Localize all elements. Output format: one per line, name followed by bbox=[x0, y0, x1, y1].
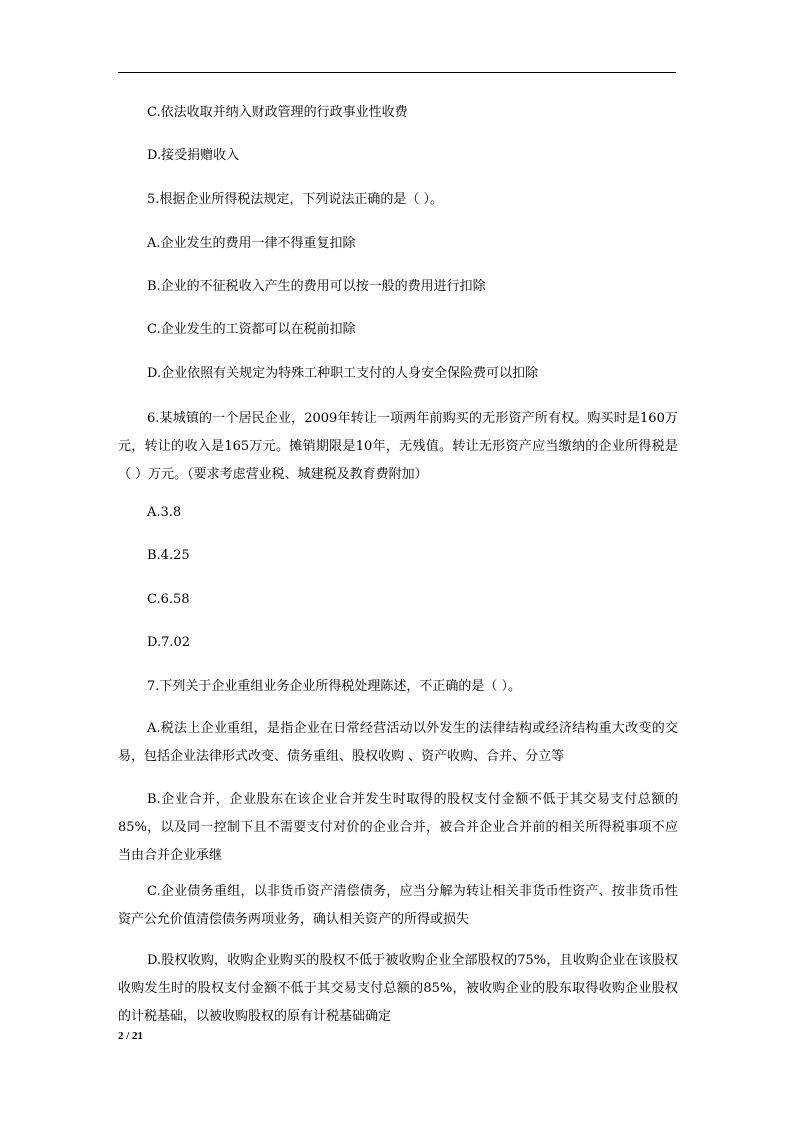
q6-option-a: A.3.8 bbox=[147, 505, 182, 520]
q7-option-a: A.税法上企业重组，是指企业在日常经营活动以外发生的法律结构或经济结构重大改变的交易，包括企业法律形式改变、债务重组、股权收购 、资产收购、合并、分立等 bbox=[118, 721, 678, 764]
q5-option-b: B.企业的不征税收入产生的费用可以按一般的费用进行扣除 bbox=[147, 279, 486, 294]
header-rule bbox=[118, 72, 676, 73]
page-number: 2 / 21 bbox=[118, 1030, 144, 1042]
q7-option-c: C.企业债务重组，以非货币资产清偿债务，应当分解为转让相关非货币性资产、按非货币性资产公允价值清偿债务两项业务，确认相关资产的所得或损失 bbox=[118, 884, 678, 927]
q7-stem: 7.下列关于企业重组业务企业所得税处理陈述，不正确的是（ ）。 bbox=[147, 679, 522, 694]
q6-option-d: D.7.02 bbox=[147, 635, 191, 650]
q4-option-d: D.接受捐赠收入 bbox=[147, 148, 240, 163]
q5-option-c: C.企业发生的工资都可以在税前扣除 bbox=[147, 322, 356, 337]
q6-option-b: B.4.25 bbox=[147, 548, 190, 563]
q5-option-a: A.企业发生的费用一律不得重复扣除 bbox=[147, 236, 356, 251]
q6-stem: 6.某城镇的一个居民企业，2009年转让一项两年前购买的无形资产所有权。购买时是160万元，转让的收入是165万元。摊销期限是10年，无残值。转让无形资产应当缴纳的企业所得税是（ ）万元。（要求考虑营业税、城建税及教育费附加） bbox=[118, 411, 678, 482]
q5-option-d: D.企业依照有关规定为特殊工种职工支付的人身安全保险费可以扣除 bbox=[147, 366, 539, 381]
q5-stem: 5.根据企业所得税法规定，下列说法正确的是（ ）。 bbox=[147, 192, 444, 207]
q4-option-c: C.依法收取并纳入财政管理的行政事业性收费 bbox=[147, 105, 408, 120]
q6-option-c: C.6.58 bbox=[147, 592, 190, 607]
q7-option-d: D.股权收购，收购企业购买的股权不低于被收购企业全部股权的75%，且收购企业在该股权收购发生时的股权支付金额不低于其交易支付总额的85%，被收购企业的股东取得收购企业股权的计税基础，以被收购股权的原有计税基础确定 bbox=[118, 953, 678, 1024]
q7-option-b: B.企业合并，企业股东在该企业合并发生时取得的股权支付金额不低于其交易支付总额的85%，以及同一控制下且不需要支付对价的企业合并，被合并企业合并前的相关所得税事项不应当由合并企业承继 bbox=[118, 792, 678, 863]
